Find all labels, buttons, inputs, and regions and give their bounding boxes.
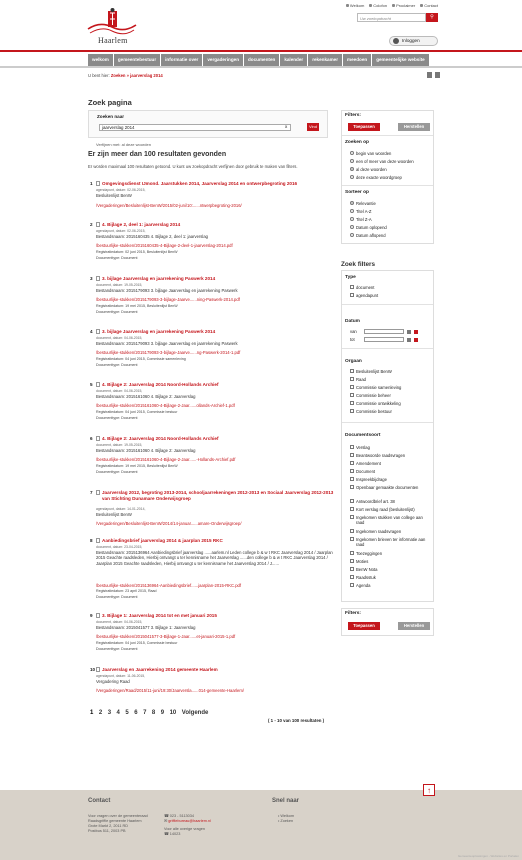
clear-date-icon[interactable] (414, 338, 418, 342)
result-doctype: Documenttype: Document (96, 363, 138, 367)
filter-benw-nota[interactable]: BenW Nota (350, 567, 432, 572)
result-meta: agendapunt, datum: 02-06-2015, (96, 229, 146, 233)
result-number: 6 (90, 436, 93, 441)
radio-icon (350, 225, 354, 229)
site-title: Haarlem (98, 36, 128, 45)
result-line: Besluitenlijst BenW (96, 512, 132, 517)
radio-icon (350, 167, 354, 171)
result-title[interactable]: Jaarverslag en Jaarrekening 2014 gemeente Haarlem (102, 667, 218, 672)
nav-documenten[interactable]: documenten (244, 54, 279, 66)
reset-button[interactable]: Herstellen (398, 123, 430, 131)
result-meta: document, datum: 04-06-2015, (96, 336, 143, 340)
checkbox-icon (350, 369, 354, 373)
result-number: 7 (90, 490, 93, 495)
filter-ingekomen-brieven[interactable]: Ingekomen brieven ter informatie aan raad (350, 537, 432, 547)
search-input[interactable]: Uw zoekopdracht (357, 13, 426, 22)
clear-icon[interactable]: x (285, 124, 288, 129)
email-link[interactable]: griffiebureau@haarlem.nl (168, 819, 211, 824)
checkbox-icon (350, 385, 354, 389)
result-link[interactable]: /bestuurlijke-stukken/2015161060-4-Bijlage-2-Jaar......ollands-Archief-1.pdf (96, 403, 235, 408)
result-title[interactable]: 4. Bijlage 2: Jaarverslag 2014 Noord-Hollands Archief (102, 436, 219, 441)
result-link[interactable]: /Vergaderingen/Besluitenlijst-BenW/2014/14-januar......amare-Onderwijsgroep/ (96, 521, 242, 526)
result-meta: agendapunt, datum: 02-06-2015, (96, 188, 146, 192)
phone-line: ☎ 14023 (164, 832, 181, 837)
footer-contact-details: ☎ 023 - 5113034 ✉ griffiebureau@haarlem.nl Voor alle overige vragen ☎ 14023 (164, 814, 211, 837)
document-icon (96, 276, 100, 281)
checkbox-icon (350, 529, 354, 533)
page-title: Zoek pagina (88, 98, 132, 107)
checkbox-icon (350, 575, 354, 579)
calendar-icon[interactable] (407, 330, 411, 334)
filter-agendapunt[interactable]: agendapunt (350, 293, 432, 298)
radio-icon (350, 159, 354, 163)
filter-raad[interactable]: Raad (350, 377, 432, 382)
footer-credit: Gemeenteoplossingen - Websites en Portalen (457, 854, 519, 859)
filter-commissie-samenleving[interactable]: Commissie samenleving (350, 385, 432, 390)
page-7[interactable]: 7 (143, 710, 147, 716)
nav-meedoen[interactable]: meedoen (343, 54, 371, 66)
date-to-row: tot (350, 337, 418, 342)
result-line: Bestandsnaam: 2015161060 4. Bijlage 2: Jaarverslag (96, 448, 196, 453)
email-line (164, 819, 211, 824)
results-note: Er worden maximaal 100 resultaten getoond. U kunt uw zoekopdracht verfijnen door gebruik te maken van filters. (88, 164, 298, 169)
checkbox-icon (350, 445, 354, 449)
rss-icon[interactable] (427, 72, 432, 78)
apply-button[interactable]: Toepassen (348, 622, 380, 630)
checkbox-icon (350, 515, 354, 519)
result-registration: Registratiedatum: 04 juni 2015, Commissie bestuur (96, 641, 178, 645)
result-title[interactable]: 3. bijlage Jaarverslag en jaarrekening Paswerk 2014 (102, 276, 216, 281)
search-form (88, 110, 328, 138)
result-title[interactable]: 3. Bijlage 1: Jaarverslag 2014 tot en met januari 2015 (102, 613, 217, 618)
result-link[interactable]: /bestuurlijke-stukken/2015161060-4-Bijlage-2-Jaar......-Hollands-Archief.pdf (96, 457, 236, 462)
date-from-input[interactable] (364, 329, 404, 334)
top-link-proclaimer[interactable]: Proclaimer (392, 3, 415, 8)
date-to-input[interactable] (364, 337, 404, 342)
result-line: Bestandsnaam: 2015179093 3. bijlage Jaarverslag en jaarrekening Paswerk (96, 288, 238, 293)
reset-button[interactable]: Herstellen (398, 622, 430, 630)
results-heading: Er zijn meer dan 100 resultaten gevonden (88, 151, 227, 158)
page-2[interactable]: 2 (98, 710, 103, 716)
document-icon (96, 436, 100, 441)
filters-title: Filters: (345, 113, 361, 118)
result-line: Vergadering Raad (96, 679, 130, 684)
result-title[interactable]: 4. Bijlage 2, deel 1: jaarverslag 2014 (102, 222, 181, 227)
filter-document[interactable]: document (350, 285, 432, 290)
page-6[interactable]: 6 (134, 710, 138, 716)
checkbox-icon (350, 583, 354, 587)
result-number: 3 (90, 276, 93, 281)
filter-agenda[interactable]: Agenda (350, 583, 432, 588)
document-icon (96, 382, 100, 387)
refine-note: Verfijnen met: al deze woorden (96, 142, 151, 147)
clear-date-icon[interactable] (414, 330, 418, 334)
search-form-label: Zoeken naar (97, 114, 125, 119)
result-registration: Registratiedatum: 04 juni 2015, Commissie samenleving (96, 357, 186, 361)
radio-icon (350, 233, 354, 237)
sort-relevantie[interactable]: Relevantie (350, 201, 432, 206)
header-divider (0, 50, 522, 52)
date-from-row: van (350, 329, 418, 334)
filter-amendement[interactable]: Amendement (350, 461, 432, 466)
filter-besluitenlijst[interactable]: Besluitenlijst BenW (350, 369, 432, 374)
divider (342, 304, 433, 305)
zoek-filters-title: Zoek filters (341, 261, 376, 268)
mail-icon: ✉ (164, 819, 169, 824)
filter-commissie-beheer[interactable]: Commissie beheer (350, 393, 432, 398)
result-title[interactable]: Aanbiedingsbrief jaarverslag 2014 & jaarplan 2015 RKC (102, 538, 223, 543)
document-icon (96, 181, 100, 186)
page-tools (427, 72, 440, 78)
radio-icon (350, 209, 354, 213)
checkbox-icon (350, 559, 354, 563)
filter-document-soort[interactable]: Document (350, 469, 432, 474)
result-link[interactable]: /Vergaderingen/Raad/2015/11-juni/19:30/Jaarversla......014-gemeente-Haarlem/ (96, 688, 244, 693)
checkbox-icon (350, 537, 354, 541)
checkbox-icon (350, 485, 354, 489)
result-registration: Registratiedatum: 04 juni 2015, Commissie bestuur (96, 410, 178, 414)
page-5[interactable]: 5 (125, 710, 129, 716)
result-meta: document, datum: 04-06-2015, (96, 389, 143, 393)
filter-openbaar-gemaakte[interactable]: Openbaar gemaakte documenten (350, 485, 432, 490)
document-icon (96, 329, 100, 334)
nav-kalender[interactable]: kalender (280, 54, 307, 66)
result-number: 1 (90, 181, 93, 186)
documentsoort-title: Documentsoort (345, 433, 381, 438)
result-registration: Registratiedatum: 19 mei 2015, Besluitenlijst BenW (96, 304, 178, 308)
result-title[interactable]: Jaarverslag 2012, begroting 2013-2014, schooljaarrekeningen 2012-2013 en Sociaal Jaarverslag 2012-2013 van Stichting Dunamare Onderwijsgroep (102, 490, 334, 501)
radio-begin[interactable]: begin van woorden (350, 151, 432, 156)
top-link-welkom[interactable]: Welkom (346, 3, 364, 8)
result-count: ( 1 - 10 van 100 resultaten ) (268, 718, 325, 723)
result-title[interactable]: Omgevingsdienst IJmond. Jaarstukken 2014, Jaarverslag 2014 en ontwerpbegroting 2016 (102, 181, 298, 186)
radio-icon (350, 201, 354, 205)
type-title: Type (345, 275, 356, 280)
filter-panel-bottom (341, 608, 434, 636)
filter-ingekomen-stukken[interactable]: Ingekomen stukken van college aan raad (350, 515, 432, 525)
result-meta: agendapunt, datum: 11-06-2015, (96, 674, 146, 678)
nav-vergaderingen[interactable]: vergaderingen (203, 54, 243, 66)
result-number: 5 (90, 382, 93, 387)
print-icon[interactable] (435, 72, 440, 78)
filter-antwoordbrief[interactable]: Antwoordbrief art. 38 (350, 499, 432, 504)
search-icon: ⚲ (430, 14, 434, 20)
nav-informatie-over[interactable]: informatie over (161, 54, 202, 66)
datum-title: Datum (345, 319, 360, 324)
result-number: 10 (90, 667, 96, 672)
result-title[interactable]: 4. Bijlage 2: Jaarverslag 2014 Noord-Hollands Archief (102, 382, 219, 387)
result-line: Besluitenlijst BenW (96, 193, 132, 198)
sorteer-op-title: Sorteer op (345, 190, 369, 195)
checkbox-icon (350, 285, 354, 289)
pagination (90, 710, 208, 718)
checkbox-icon (350, 453, 354, 457)
nav-underline (0, 66, 522, 68)
footer-contact-text: Voor vragen over de gemeenteraad Raadsgriffie gemeente Haarlem Grote Markt 2, 2011 RD Postbus 511, 2003 PB (88, 814, 148, 834)
top-link-contact[interactable]: Contact (420, 3, 438, 8)
info-icon (369, 4, 372, 7)
phone-icon: ☎ (164, 832, 170, 837)
zoeken-op-title: Zoeken op (345, 140, 369, 145)
result-doctype: Documenttype: Document (96, 470, 138, 474)
checkbox-icon (350, 409, 354, 413)
checkbox-icon (350, 461, 354, 465)
result-line: Bestandsnaam: 2015160435 4. Bijlage 2, deel 1: jaarverslag (96, 234, 208, 239)
top-link-colofon[interactable]: Colofon (369, 3, 387, 8)
filter-raadsstuk[interactable]: Raadsstuk (350, 575, 432, 580)
breadcrumb-trail[interactable]: Zoeken » jaarverslag 2014 (110, 73, 163, 78)
radio-icon (350, 175, 354, 179)
document-icon (96, 613, 100, 618)
page-8[interactable]: 8 (151, 710, 156, 716)
filter-inspreekbijdrage[interactable]: Inspreekbijdrage (350, 477, 432, 482)
result-link[interactable]: /bestuurlijke-stukken/2015160435-4-Bijlage-2-deel-1-jaarverslag-2014.pdf (96, 243, 233, 248)
result-meta: document, datum: 19-05-2015, (96, 283, 143, 287)
page-10[interactable]: 10 (169, 710, 177, 716)
result-doctype: Documenttype: Document (96, 416, 138, 420)
phone-line: ☎ 023 - 5113034 (164, 814, 195, 818)
result-link[interactable]: /bestuurlijke-stukken/2015041577-3-Bijlage-1-Jaar......et-januari-2015-1.pdf (96, 634, 236, 639)
result-link[interactable]: /Vergaderingen/Besluitenlijst-BenW/2015/02-juni/10:......ntwerpbegroting-2016/ (96, 203, 242, 208)
result-meta: document, datum: 04-06-2015, (96, 620, 143, 624)
footer-link-zoeken[interactable]: • Zoeken (278, 819, 294, 824)
result-line: Bestandsnaam: 2015136964 Aanbiedingsbrief jaarverslag ......aarlem.nl Leden college b & w t RKC Jaarverslag 2014 / Jaarplan 2015 Geachte raadsleden, Hierbij ontvangt u ter kennisname het Jaarverslag ......den college b & w t RKC Jaarverslag 2014 / Jaarplan 2015 Geachte raadsleden, Hierbij ontvangt u ter kennisname het Jaarverslag 2014 / J...... (96, 550, 333, 566)
search-button[interactable] (426, 13, 438, 22)
filter-commissie-ontwikkeling[interactable]: Commissie ontwikkeling (350, 401, 432, 406)
footer-link-welkom[interactable]: • Welkom (278, 814, 295, 818)
next-page-link[interactable]: Volgende (181, 710, 209, 716)
checkbox-icon (350, 393, 354, 397)
filter-moties[interactable]: Moties (350, 559, 432, 564)
arrow-up-icon: ↑ (427, 786, 431, 795)
divider (342, 422, 433, 423)
result-number: 2 (90, 222, 93, 227)
radio-exact[interactable]: deze exacte woordgroep (350, 175, 432, 180)
login-button[interactable] (389, 36, 438, 46)
result-doctype: Documenttype: Document (96, 595, 138, 599)
radio-icon (350, 151, 354, 155)
checkbox-icon (350, 551, 354, 555)
nav-welkom[interactable]: welkom (88, 54, 113, 66)
top-links (346, 3, 438, 8)
filter-commissie-bestuur[interactable]: Commissie bestuur (350, 409, 432, 414)
document-icon (96, 222, 100, 227)
home-icon (346, 4, 349, 7)
divider (342, 185, 433, 186)
result-link[interactable]: /bestuurlijke-stukken/2015136964-Aanbiedingsbrief......jaarplan-2015-RKC.pdf (96, 583, 242, 588)
result-doctype: Documenttype: Document (96, 256, 138, 260)
checkbox-icon (350, 477, 354, 481)
result-registration: Registratiedatum: 02 juni 2015, Besluitenlijst BenW (96, 250, 178, 254)
phone-icon: ☎ (164, 814, 170, 818)
radio-een-of-meer[interactable]: een of meer van deze woorden (350, 159, 432, 164)
document-icon (96, 538, 100, 543)
sort-titel-za[interactable]: Titel Z-A (350, 217, 432, 222)
result-line: Bestandsnaam: 2015179093 3. bijlage Jaarverslag en jaarrekening Paswerk (96, 341, 238, 346)
footer-quick-title: Snel naar (272, 798, 300, 804)
page-1[interactable]: 1 (90, 710, 94, 716)
mail-icon (420, 4, 423, 7)
checkbox-icon (350, 377, 354, 381)
nav-gemeentebestuur[interactable]: gemeentebestuur (114, 54, 160, 66)
result-meta: document, datum: 19-05-2015, (96, 443, 143, 447)
result-line: Bestandsnaam: 2015041577 3. Bijlage 1: Jaarverslag (96, 625, 196, 630)
sort-titel-az[interactable]: Titel A-Z (350, 209, 432, 214)
result-number: 4 (90, 329, 93, 334)
apply-button[interactable]: Toepassen (348, 123, 380, 131)
page-9[interactable]: 9 (160, 710, 165, 716)
footer-quick-links (278, 814, 294, 824)
document-icon (96, 667, 100, 672)
sort-datum-aflopend[interactable]: Datum aflopend (350, 233, 432, 238)
divider (342, 135, 433, 136)
checkbox-icon (350, 293, 354, 297)
nav-rekenkamer[interactable]: rekenkamer (308, 54, 342, 66)
radio-icon (350, 217, 354, 221)
checkbox-icon (350, 567, 354, 571)
radio-al-deze[interactable]: al deze woorden (350, 167, 432, 172)
result-meta: agendapunt, datum: 14-01-2014, (96, 507, 146, 511)
result-link[interactable]: /bestuurlijke-stukken/2015179093-3-bijlage-Jaarve......ning-Paswerk-2014.pdf (96, 297, 240, 302)
back-to-top-button[interactable] (423, 784, 435, 796)
checkbox-icon (350, 499, 354, 503)
filter-kort-verslag[interactable]: Kort verslag raad (besluitenlijst) (350, 507, 432, 512)
nav-gemeentelijke-website[interactable]: gemeentelijke website (372, 54, 429, 66)
orgaan-title: Orgaan (345, 359, 362, 364)
filter-ingekomen-raadsvragen[interactable]: Ingekomen raadsvragen (350, 529, 432, 534)
result-doctype: Documenttype: Document (96, 310, 138, 314)
result-doctype: Documenttype: Document (96, 647, 138, 651)
result-registration: Registratiedatum: 19 mei 2015, Besluitenlijst BenW (96, 464, 178, 468)
result-link[interactable]: /bestuurlijke-stukken/2015179093-3-bijlage-Jaarve......ng-Paswerk-2014-1.pdf (96, 350, 241, 355)
divider (342, 348, 433, 349)
result-registration: Registratiedatum: 23 april 2015, Raad (96, 589, 157, 593)
find-button[interactable]: Vind (307, 123, 319, 131)
page-3[interactable]: 3 (107, 710, 112, 716)
checkbox-icon (350, 507, 354, 511)
result-line: Bestandsnaam: 2015161060 4. Bijlage 2: Jaarverslag (96, 394, 196, 399)
checkbox-icon (350, 469, 354, 473)
result-meta: document, datum: 23-04-2015, (96, 545, 143, 549)
page-4[interactable]: 4 (116, 710, 120, 716)
result-number: 8 (90, 538, 93, 543)
main-nav (88, 54, 434, 66)
footer-contact-title: Contact (88, 798, 111, 804)
result-title[interactable]: 3. bijlage Jaarverslag en jaarrekening Paswerk 2014 (102, 329, 216, 334)
sort-datum-oplopend[interactable]: Datum oplopend (350, 225, 432, 230)
checkbox-icon (350, 401, 354, 405)
login-label: Inloggen (402, 38, 420, 44)
footer (0, 790, 522, 860)
filter-beantwoorde-raadsvragen[interactable]: Beantwoorde raadsvragen (350, 453, 432, 458)
filter-panel (341, 110, 434, 244)
info-icon (392, 4, 395, 7)
calendar-icon[interactable] (407, 338, 411, 342)
filters-title: Filters: (345, 611, 361, 616)
document-icon (96, 490, 100, 495)
breadcrumb: U bent hier: Zoeken » jaarverslag 2014 (88, 73, 163, 78)
zoek-filters-panel (341, 270, 434, 602)
filter-toezeggingen[interactable]: Toezeggingen (350, 551, 432, 556)
result-number: 9 (90, 613, 93, 618)
query-input[interactable]: jaarverslag 2014 (99, 124, 291, 131)
lock-icon (393, 38, 399, 44)
filter-verslag[interactable]: Verslag (350, 445, 432, 450)
